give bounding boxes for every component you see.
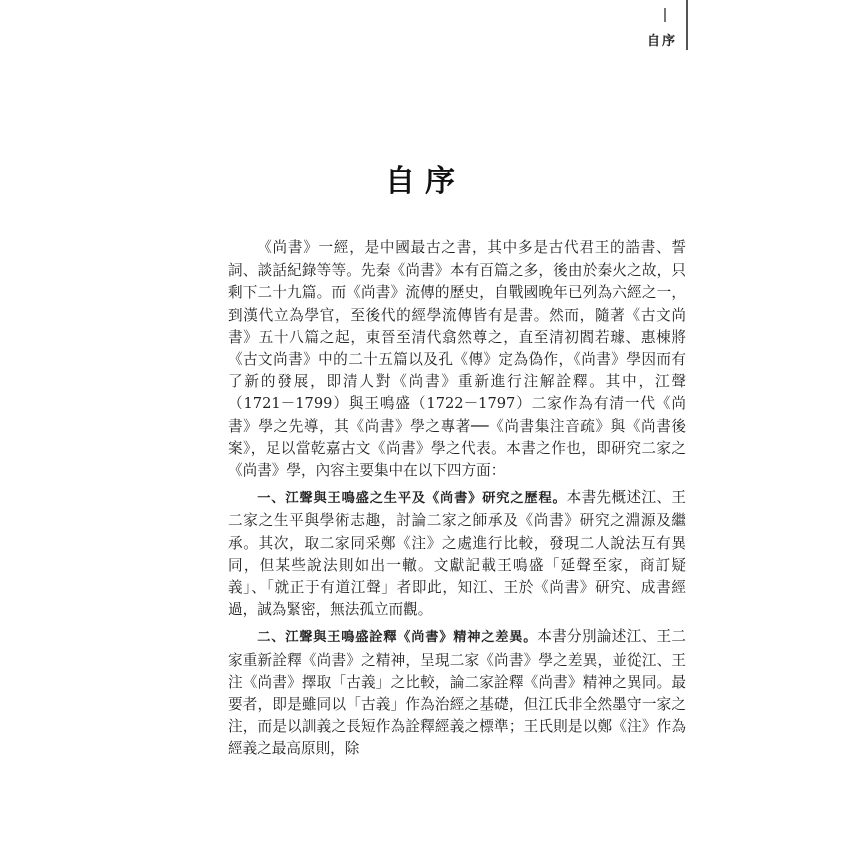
- paragraph-section-one: [228, 487, 686, 621]
- paragraph-text: 本書分別論述江、王二家重新詮釋《尚書》之精神，呈現二家《尚書》學之差異，並從江、王注《尚書》擇取「古義」之比較，論二家詮釋《尚書》精神之異同。最要者，即是雖同以「古義」作為治經之基礎，但江氏非全然墨守一家之注，而是以訓義之長短作為詮釋經義之標準；王氏則是以鄭《注》作為經義之最高原則，除: [228, 628, 686, 758]
- running-header: 自序: [646, 33, 677, 49]
- paragraph-lead: 一、江聲與王鳴盛之生平及《尚書》研究之歷程。: [257, 491, 567, 507]
- page-title: 自序: [385, 164, 465, 199]
- paragraph-text: 本書先概述江、王二家之生平與學術志趣，討論二家之師承及《尚書》研究之淵源及繼承。其次，取二家同采鄭《注》之處進行比較，發現二人說法互有異同，但某些說法則如出一轍。文獻記載王鳴盛「延聲至家，商訂疑義」、「就正于有道江聲」者即此，知江、王於《尚書》研究、成書經過，誠為緊密，無法孤立而觀。: [228, 489, 686, 619]
- header-mark: [664, 8, 666, 22]
- header-rule: [686, 0, 688, 50]
- paragraph-section-two: [228, 626, 686, 760]
- body-text: [228, 237, 686, 761]
- paragraph-intro: [228, 237, 686, 482]
- paragraph-lead: 二、江聲與王鳴盛詮釋《尚書》精神之差異。: [257, 630, 538, 646]
- paragraph-text: 《尚書》一經，是中國最古之書，其中多是古代君王的誥書、誓詞、談話紀錄等等。先秦《尚書》本有百篇之多，後由於秦火之故，只剩下二十九篇。而《尚書》流傳的歷史，自戰國晚年已列為六經之一，到漢代立為學官，至後代的經學流傳皆有是書。然而，隨著《古文尚書》五十八篇之起，東晉至清代翕然尊之，直至清初閻若璩、惠棟將《古文尚書》中的二十五篇以及孔《傳》定為偽作，《尚書》學因而有了新的發展，即清人對《尚書》重新進行注解詮釋。其中，江聲（1721－1799）與王鳴盛（1722－1797）二家作為有清一代《尚書》學之先導，其《尚書》學之專著──《尚書集注音疏》與《尚書後案》，足以當乾嘉古文《尚書》學之代表。本書之作也，即研究二家之《尚書》學，內容主要集中在以下四方面：: [228, 239, 686, 480]
